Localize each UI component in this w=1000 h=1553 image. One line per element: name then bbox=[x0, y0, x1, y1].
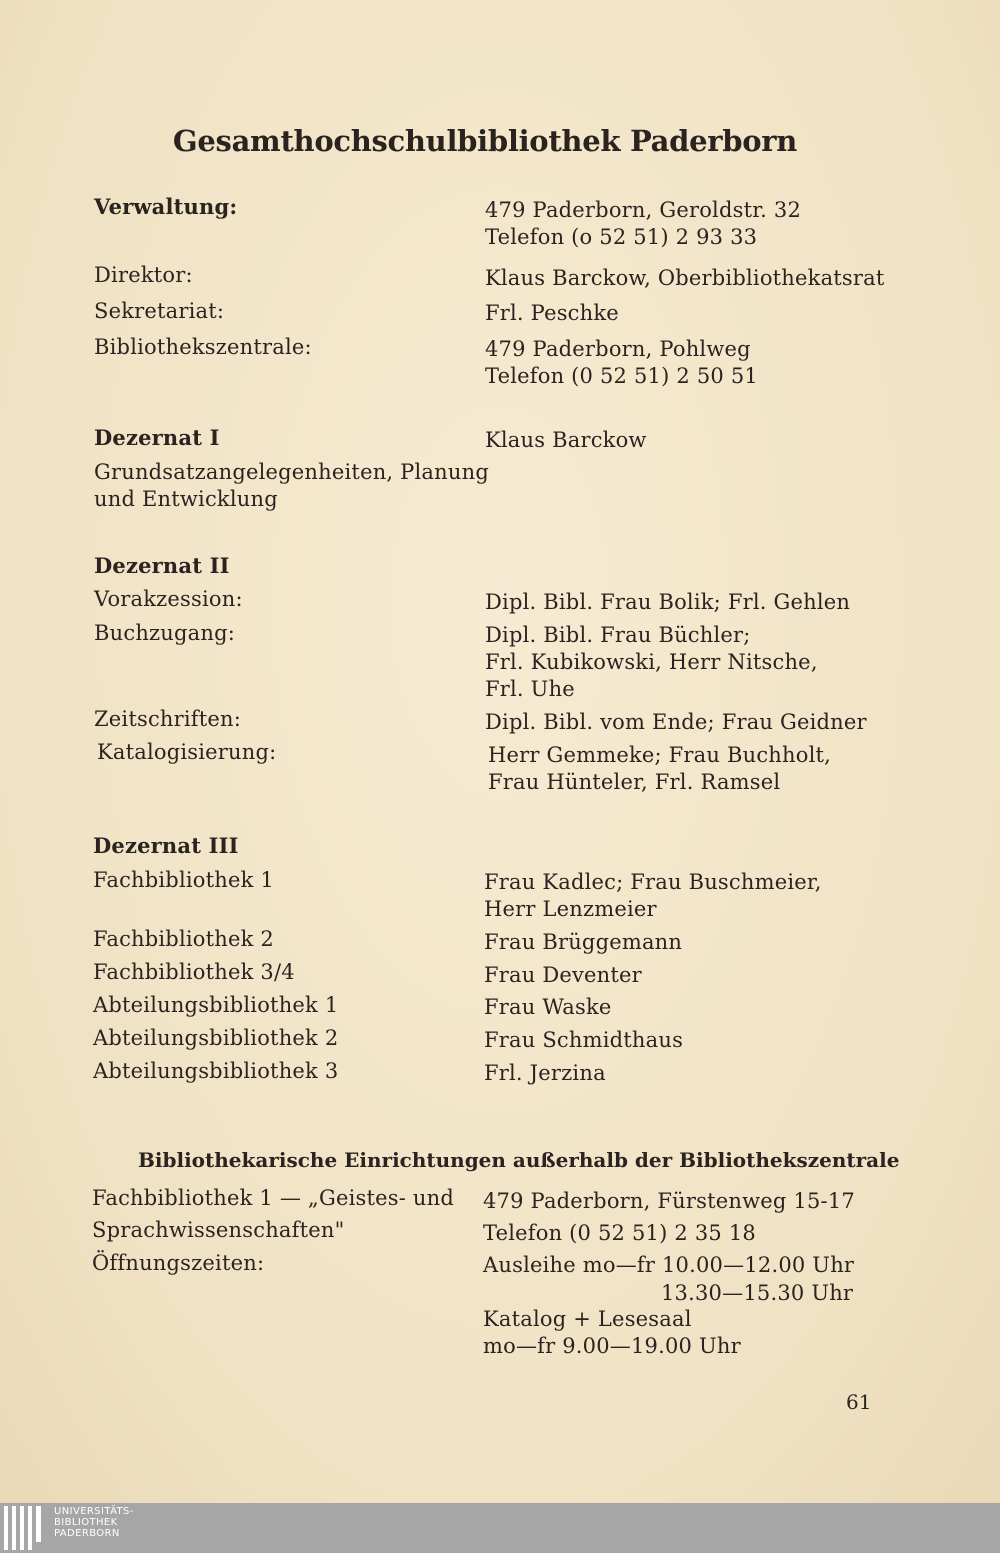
einrichtungen-heading: Bibliothekarische Einrichtungen außerhalb der Bibliothekszentrale bbox=[138, 1148, 900, 1172]
buchzugang-line1: Dipl. Bibl. Frau Büchler; bbox=[485, 623, 751, 647]
logo-text-line3: PADERBORN bbox=[54, 1528, 120, 1539]
katalogisierung-label: Katalogisierung: bbox=[97, 740, 277, 764]
zentrale-phone: Telefon (0 52 51) 2 50 51 bbox=[485, 364, 758, 388]
katalogisierung-line1: Herr Gemmeke; Frau Buchholt, bbox=[488, 743, 832, 767]
dezernat3-row-value: Frau Deventer bbox=[484, 963, 642, 987]
buchzugang-label: Buchzugang: bbox=[94, 621, 236, 645]
dezernat3-row-label: Abteilungsbibliothek 1 bbox=[93, 993, 339, 1017]
buchzugang-line3: Frl. Uhe bbox=[485, 677, 575, 701]
zentrale-label: Bibliothekszentrale: bbox=[94, 335, 312, 359]
fb1-line2: Sprachwissenschaften" bbox=[92, 1218, 345, 1242]
katalog-lesesaal-line2: mo—fr 9.00—19.00 Uhr bbox=[483, 1334, 741, 1358]
oeffnungszeiten-label: Öffnungszeiten: bbox=[92, 1251, 265, 1275]
dezernat3-row-value-line2: Herr Lenzmeier bbox=[484, 897, 657, 921]
zeitschriften-value: Dipl. Bibl. vom Ende; Frau Geidner bbox=[485, 710, 867, 734]
vorakzession-value: Dipl. Bibl. Frau Bolik; Frl. Gehlen bbox=[485, 590, 851, 614]
fb1-line1: Fachbibliothek 1 — „Geistes- und bbox=[92, 1186, 455, 1210]
library-logo-text bbox=[54, 1506, 134, 1539]
page-title: Gesamthochschulbibliothek Paderborn bbox=[172, 124, 798, 158]
katalog-lesesaal-line1: Katalog + Lesesaal bbox=[483, 1307, 692, 1331]
dezernat3-row-label: Fachbibliothek 3/4 bbox=[93, 960, 295, 984]
dezernat3-row-label: Abteilungsbibliothek 3 bbox=[93, 1059, 339, 1083]
vorakzession-label: Vorakzession: bbox=[94, 587, 243, 611]
einrichtungen-address: 479 Paderborn, Fürstenweg 15-17 bbox=[483, 1189, 855, 1213]
katalogisierung-line2: Frau Hünteler, Frl. Ramsel bbox=[488, 770, 781, 794]
direktor-label: Direktor: bbox=[94, 263, 193, 287]
dezernat2-heading: Dezernat II bbox=[94, 553, 230, 578]
library-logo-icon bbox=[4, 1506, 48, 1550]
dezernat3-row-value: Frau Waske bbox=[484, 995, 612, 1019]
verwaltung-heading: Verwaltung: bbox=[94, 194, 238, 219]
dezernat3-heading: Dezernat III bbox=[93, 833, 239, 858]
logo-text-line2: BIBLIOTHEK bbox=[54, 1517, 118, 1528]
einrichtungen-phone: Telefon (0 52 51) 2 35 18 bbox=[483, 1221, 756, 1245]
dezernat3-row-label: Abteilungsbibliothek 2 bbox=[93, 1026, 339, 1050]
sekretariat-value: Frl. Peschke bbox=[485, 301, 619, 325]
logo-text-line1: UNIVERSITÄTS- bbox=[54, 1506, 134, 1517]
dezernat3-row-value: Frl. Jerzina bbox=[484, 1061, 606, 1085]
ausleihe-line2: 13.30—15.30 Uhr bbox=[661, 1281, 854, 1305]
footer-bar bbox=[0, 1503, 1000, 1553]
zeitschriften-label: Zeitschriften: bbox=[94, 707, 242, 731]
dezernat1-heading: Dezernat I bbox=[94, 425, 220, 450]
dezernat3-row-label: Fachbibliothek 2 bbox=[93, 927, 274, 951]
dezernat3-row-value: Frau Brüggemann bbox=[484, 930, 683, 954]
dezernat3-row-label: Fachbibliothek 1 bbox=[93, 868, 274, 892]
verwaltung-phone: Telefon (o 52 51) 2 93 33 bbox=[485, 225, 758, 249]
dezernat1-desc-line2: und Entwicklung bbox=[94, 487, 278, 511]
dezernat3-row-value: Frau Schmidthaus bbox=[484, 1028, 684, 1052]
dezernat1-desc-line1: Grundsatzangelegenheiten, Planung bbox=[94, 460, 489, 484]
dezernat1-head-person: Klaus Barckow bbox=[485, 428, 647, 452]
sekretariat-label: Sekretariat: bbox=[94, 299, 225, 323]
zentrale-address: 479 Paderborn, Pohlweg bbox=[485, 337, 751, 361]
ausleihe-line1: Ausleihe mo—fr 10.00—12.00 Uhr bbox=[483, 1253, 855, 1277]
direktor-value: Klaus Barckow, Oberbibliothekatsrat bbox=[485, 266, 885, 290]
verwaltung-address: 479 Paderborn, Geroldstr. 32 bbox=[485, 198, 802, 222]
dezernat3-row-value: Frau Kadlec; Frau Buschmeier, bbox=[484, 870, 822, 894]
buchzugang-line2: Frl. Kubikowski, Herr Nitsche, bbox=[485, 650, 818, 674]
page-number: 61 bbox=[846, 1390, 872, 1414]
